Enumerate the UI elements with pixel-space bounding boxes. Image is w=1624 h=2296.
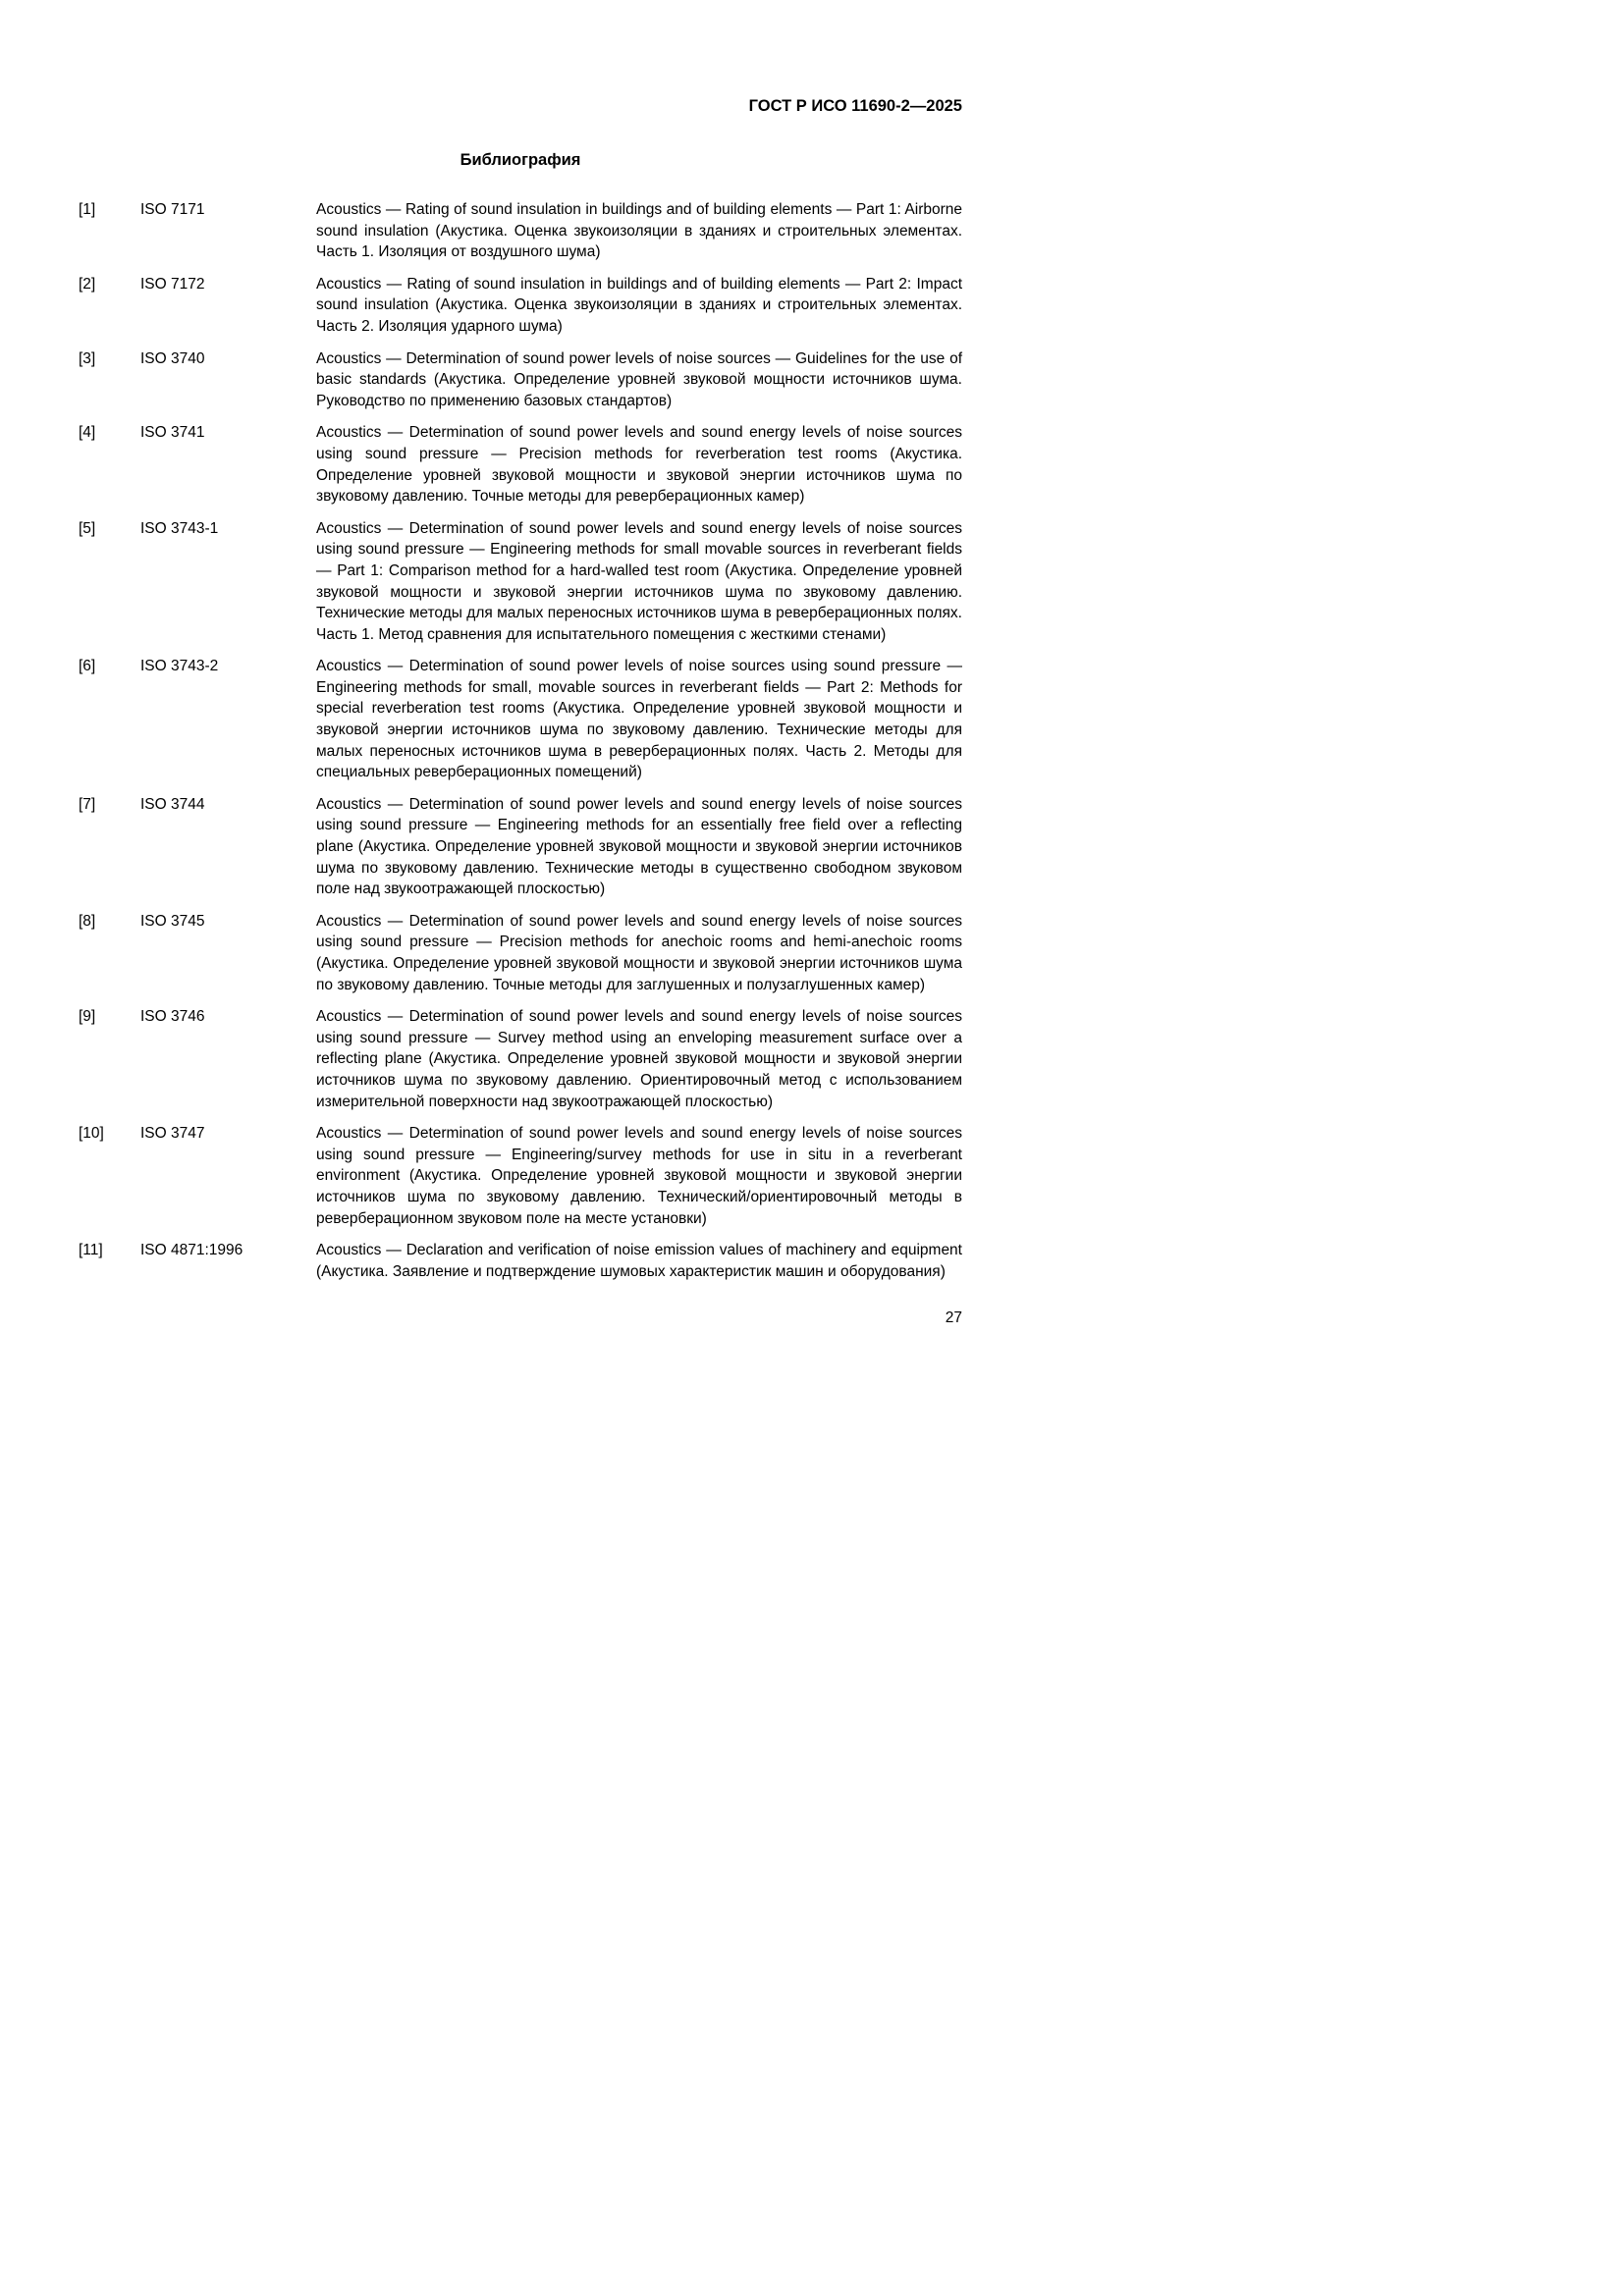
entry-number: [6] xyxy=(79,658,96,675)
bib-entry xyxy=(79,348,962,412)
entry-standard-code: ISO 3740 xyxy=(140,349,205,367)
page-number: 27 xyxy=(945,1309,962,1327)
entry-standard-code: ISO 3741 xyxy=(140,424,205,442)
entry-text: Acoustics — Determination of sound power levels of noise sources using sound pressure — Engineering methods for small, movable sources in reverberant fields — Part 2: Methods for special reverberation test rooms (Акустика. Определение уровней звуковой мощности и звуковой энергии источников шума по звуковому давлению. Технические методы для малых переносных источников шума в реверберационных полях. Часть 2. Методы для специальных реверберационных помещений) xyxy=(316,658,962,781)
bib-entry xyxy=(79,656,962,783)
entry-standard-code: ISO 7171 xyxy=(140,201,205,218)
bib-entry xyxy=(79,274,962,338)
bib-entry xyxy=(79,1240,962,1282)
entry-number: [5] xyxy=(79,519,96,537)
bib-entry xyxy=(79,199,962,263)
entry-text: Acoustics — Determination of sound power levels and sound energy levels of noise sources using sound pressure — Precision methods for anechoic rooms and hemi-anechoic rooms (Акустика. Определение уровней звуковой мощности и звуковой энергии источников шума по звуковому давлению. Точные методы для заглушенных и полузаглушенных камер) xyxy=(316,912,962,993)
entry-text: Acoustics — Determination of sound power levels and sound energy levels of noise sources using sound pressure — Engineering/survey methods for use in situ in a reverberant environment (Акустика. Определение уровней звуковой мощности и звуковой энергии источников шума по звуковому давлению. Технический/ориентировочный методы в реверберационном звуковом поле на месте установки) xyxy=(316,1125,962,1227)
bibliography-list xyxy=(79,199,962,1282)
entry-number: [7] xyxy=(79,795,96,813)
entry-number: [1] xyxy=(79,201,96,218)
entry-standard-code: ISO 7172 xyxy=(140,275,205,293)
entry-number: [8] xyxy=(79,912,96,930)
bib-entry xyxy=(79,1123,962,1229)
entry-text: Acoustics — Rating of sound insulation in buildings and of building elements — Part 2: Impact sound insulation (Акустика. Оценка звукоизоляции в зданиях и строительных элементах. Часть 2. Изоляция ударного шума) xyxy=(316,275,962,335)
entry-number: [10] xyxy=(79,1125,104,1143)
entry-text: Acoustics — Determination of sound power levels of noise sources — Guidelines for the use of basic standards (Акустика. Определение уровней звуковой мощности источников шума. Руководство по применению базовых стандартов) xyxy=(316,349,962,409)
entry-standard-code: ISO 3743-1 xyxy=(140,519,219,537)
entry-text: Acoustics — Determination of sound power levels and sound energy levels of noise sources using sound pressure — Engineering methods for an essentially free field over a reflecting plane (Акустика. Определение уровней звуковой мощности и звуковой энергии источников шума по звуковому давлению. Технические методы в существенно свободном звуковом поле над звукоотражающей плоскостью) xyxy=(316,795,962,898)
entry-text: Acoustics — Determination of sound power levels and sound energy levels of noise sources using sound pressure — Survey method using an enveloping measurement surface over a reflecting plane (Акустика. Определение уровней звуковой мощности и звуковой энергии источников шума по звуковому давлению. Ориентировочный метод с использованием измерительной поверхности над звукоотражающей плоскостью) xyxy=(316,1008,962,1110)
entry-standard-code: ISO 3747 xyxy=(140,1125,205,1143)
entry-standard-code: ISO 3745 xyxy=(140,912,205,930)
entry-standard-code: ISO 4871:1996 xyxy=(140,1242,244,1259)
bib-entry xyxy=(79,422,962,507)
entry-text: Acoustics — Declaration and verification of noise emission values of machinery and equipment (Акустика. Заявление и подтверждение шумовых характеристик машин и оборудования) xyxy=(316,1242,962,1280)
entry-standard-code: ISO 3744 xyxy=(140,795,205,813)
entry-number: [3] xyxy=(79,349,96,367)
entry-number: [11] xyxy=(79,1242,103,1259)
section-title: Библиография xyxy=(460,151,581,169)
entry-standard-code: ISO 3743-2 xyxy=(140,658,219,675)
entry-standard-code: ISO 3746 xyxy=(140,1008,205,1026)
entry-text: Acoustics — Rating of sound insulation in buildings and of building elements — Part 1: Airborne sound insulation (Акустика. Оценка звукоизоляции в зданиях и строительных элементах. Часть 1. Изоляция от воздушного шума) xyxy=(316,201,962,261)
entry-number: [2] xyxy=(79,275,96,293)
bib-entry xyxy=(79,1006,962,1112)
page-content xyxy=(79,96,962,1327)
document-code-header: ГОСТ Р ИСО 11690-2—2025 xyxy=(748,97,962,115)
bib-entry xyxy=(79,518,962,646)
entry-number: [4] xyxy=(79,424,96,442)
bib-entry xyxy=(79,911,962,995)
entry-text: Acoustics — Determination of sound power levels and sound energy levels of noise sources using sound pressure — Precision methods for reverberation test rooms (Акустика. Определение уровней звуковой мощности и звуковой энергии источников шума по звуковому давлению. Точные методы для реверберационных камер) xyxy=(316,424,962,506)
bib-entry xyxy=(79,794,962,900)
entry-text: Acoustics — Determination of sound power levels and sound energy levels of noise sources using sound pressure — Engineering methods for small movable sources in reverberant fields — Part 1: Comparison method for a hard-walled test room (Акустика. Определение уровней звуковой мощности и звуковой энергии источников шума по звуковому давлению. Технические методы для малых переносных источников шума в реверберационных полях. Часть 1. Метод сравнения для испытательного помещения с жесткими стенами) xyxy=(316,519,962,643)
entry-number: [9] xyxy=(79,1008,96,1026)
